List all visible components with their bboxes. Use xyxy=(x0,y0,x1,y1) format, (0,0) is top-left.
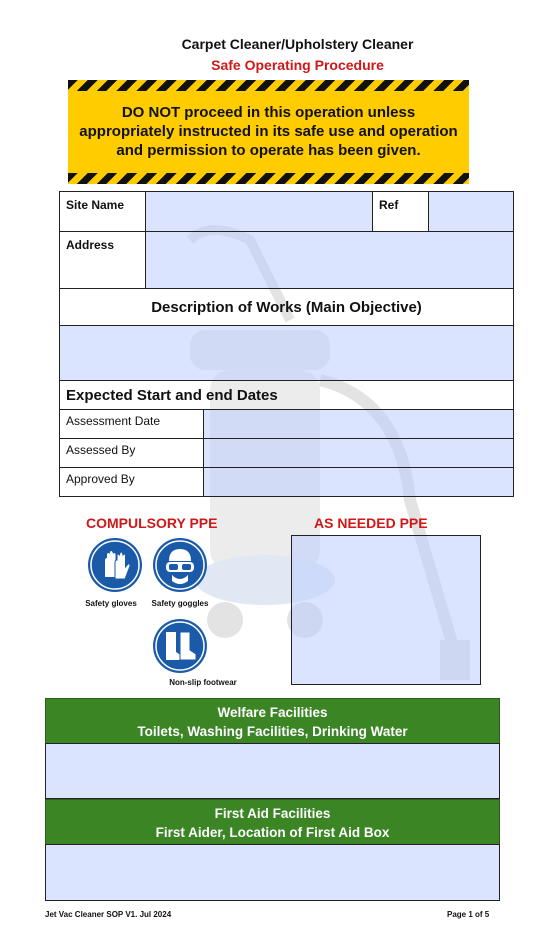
warning-line-2: appropriately instructed in its safe use and operation xyxy=(79,123,458,140)
goggles-icon xyxy=(152,537,208,593)
gloves-icon xyxy=(87,537,143,593)
gloves-caption: Safety gloves xyxy=(85,599,137,608)
ref-field[interactable] xyxy=(428,191,514,232)
compulsory-ppe-heading: COMPULSORY PPE xyxy=(86,515,218,531)
as-needed-ppe-box[interactable] xyxy=(291,535,481,685)
assessment-date-label: Assessment Date xyxy=(59,409,204,439)
warning-text xyxy=(68,103,469,160)
welfare-subtitle: Toilets, Washing Facilities, Drinking Water xyxy=(137,724,408,739)
document-subtitle: Safe Operating Procedure xyxy=(211,57,384,73)
first-aid-subtitle: First Aider, Location of First Aid Box xyxy=(155,825,390,840)
goggles-caption: Safety goggles xyxy=(151,599,209,608)
first-aid-heading xyxy=(45,799,500,845)
assessed-by-label: Assessed By xyxy=(59,438,204,468)
first-aid-title: First Aid Facilities xyxy=(214,806,331,821)
description-heading: Description of Works (Main Objective) xyxy=(59,288,514,326)
welfare-title: Welfare Facilities xyxy=(217,705,328,720)
document-title: Carpet Cleaner/Upholstery Cleaner xyxy=(181,36,414,52)
ref-label: Ref xyxy=(372,191,429,232)
as-needed-ppe-heading: AS NEEDED PPE xyxy=(314,515,428,531)
warning-line-1: DO NOT proceed in this operation unless xyxy=(121,104,416,121)
page-number: Page 1 of 5 xyxy=(447,910,490,919)
site-name-label: Site Name xyxy=(59,191,146,232)
description-field[interactable] xyxy=(59,325,514,381)
welfare-heading xyxy=(45,698,500,744)
warning-banner xyxy=(68,80,469,184)
boots-caption: Non-slip footwear xyxy=(169,678,237,687)
hazard-stripe-top xyxy=(68,80,469,91)
dates-heading: Expected Start and end Dates xyxy=(59,380,514,410)
approved-by-field[interactable] xyxy=(203,467,514,497)
boots-icon xyxy=(152,618,208,674)
assessed-by-field[interactable] xyxy=(203,438,514,468)
hazard-stripe-bottom xyxy=(68,173,469,184)
assessment-date-field[interactable] xyxy=(203,409,514,439)
site-name-field[interactable] xyxy=(145,191,373,232)
approved-by-label: Approved By xyxy=(59,467,204,497)
document-reference: Jet Vac Cleaner SOP V1. Jul 2024 xyxy=(45,910,172,919)
address-field[interactable] xyxy=(145,231,514,289)
warning-line-3: and permission to operate has been given. xyxy=(116,142,421,159)
welfare-field[interactable] xyxy=(45,743,500,799)
address-label: Address xyxy=(59,231,146,289)
first-aid-field[interactable] xyxy=(45,844,500,901)
